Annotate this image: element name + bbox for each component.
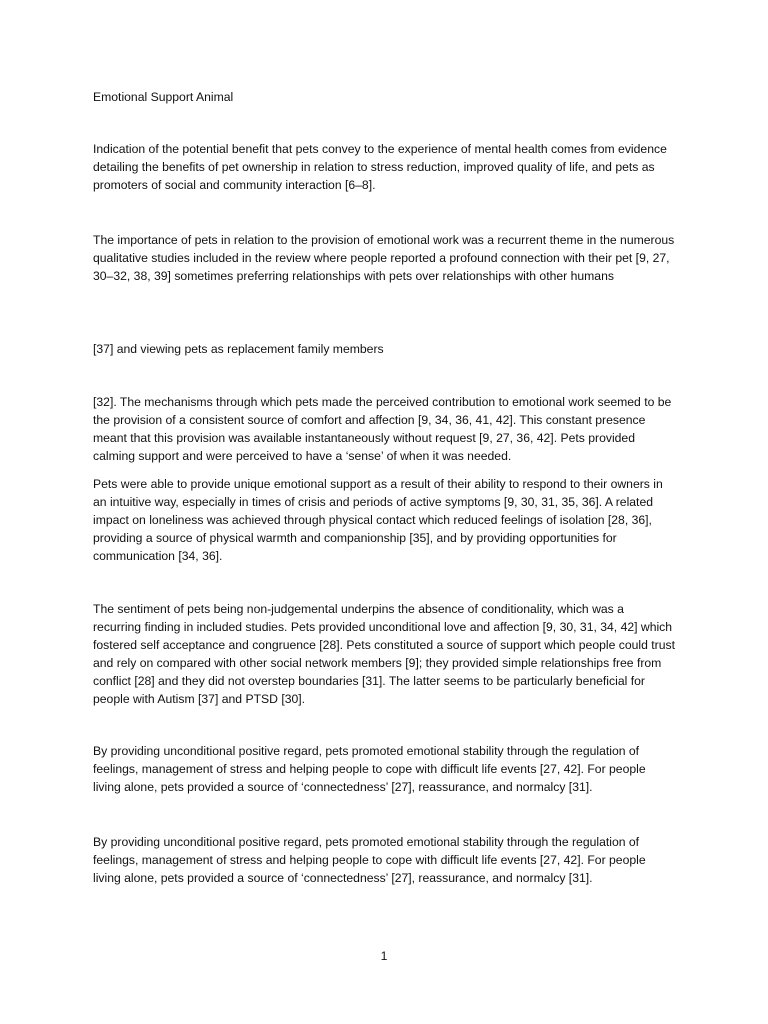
page-number: 1 <box>380 949 388 963</box>
paragraph-5: Pets were able to provide unique emotional support as a result of their ability to respond to their owners in an intuitive way, especially in times of crisis and periods of active symptoms [9, 30, 31, 35, 36]. A related impact on loneliness was achieved through physical contact which reduced feelings of isolation [28, 36], providing a source of physical warmth and companionship [35], and by providing opportunities for communication [34, 36]. <box>93 477 663 563</box>
paragraph-6: The sentiment of pets being non-judgemental underpins the absence of conditionality, which was a recurring finding in included studies. Pets provided unconditional love and affection [9, 30, 31, 34, 42] which fostered self acceptance and congruence [28]. Pets constituted a source of support which people could trust and rely on compared with other social network members [9]; they provided simple relationships free from conflict [28] and they did not overstep boundaries [31]. The latter seems to be particularly beneficial for people with Autism [37] and PTSD [30]. <box>93 602 675 706</box>
paragraph-8: By providing unconditional positive regard, pets promoted emotional stability through the regulation of feelings, management of stress and helping people to cope with difficult life events [27, 42]. For people living alone, pets provided a source of ‘connectedness’ [27], reassurance, and normalcy [31]. <box>93 835 646 885</box>
document-title: Emotional Support Animal <box>93 90 234 104</box>
paragraph-1: Indication of the potential benefit that pets convey to the experience of mental health comes from evidence detailing the benefits of pet ownership in relation to stress reduction, improved quality of life, and pets as promoters of social and community interaction [6–8]. <box>93 142 667 192</box>
paragraph-7: By providing unconditional positive regard, pets promoted emotional stability through the regulation of feelings, management of stress and helping people to cope with difficult life events [27, 42]. For people living alone, pets provided a source of ‘connectedness’ [27], reassurance, and normalcy [31]. <box>93 744 646 794</box>
paragraph-2: The importance of pets in relation to the provision of emotional work was a recurrent theme in the numerous qualitative studies included in the review where people reported a profound connection with their pet [9, 27, 30–32, 38, 39] sometimes preferring relationships with pets over relationships with other humans <box>93 233 675 283</box>
paragraph-4: [32]. The mechanisms through which pets made the perceived contribution to emotional work seemed to be the provision of a consistent source of comfort and affection [9, 34, 36, 41, 42]. This constant presence meant that this provision was available instantaneously without request [9, 27, 36, 42]. Pets provided calming support and were perceived to have a ‘sense’ of when it was needed. <box>93 395 672 463</box>
paragraph-3: [37] and viewing pets as replacement family members <box>93 342 384 356</box>
